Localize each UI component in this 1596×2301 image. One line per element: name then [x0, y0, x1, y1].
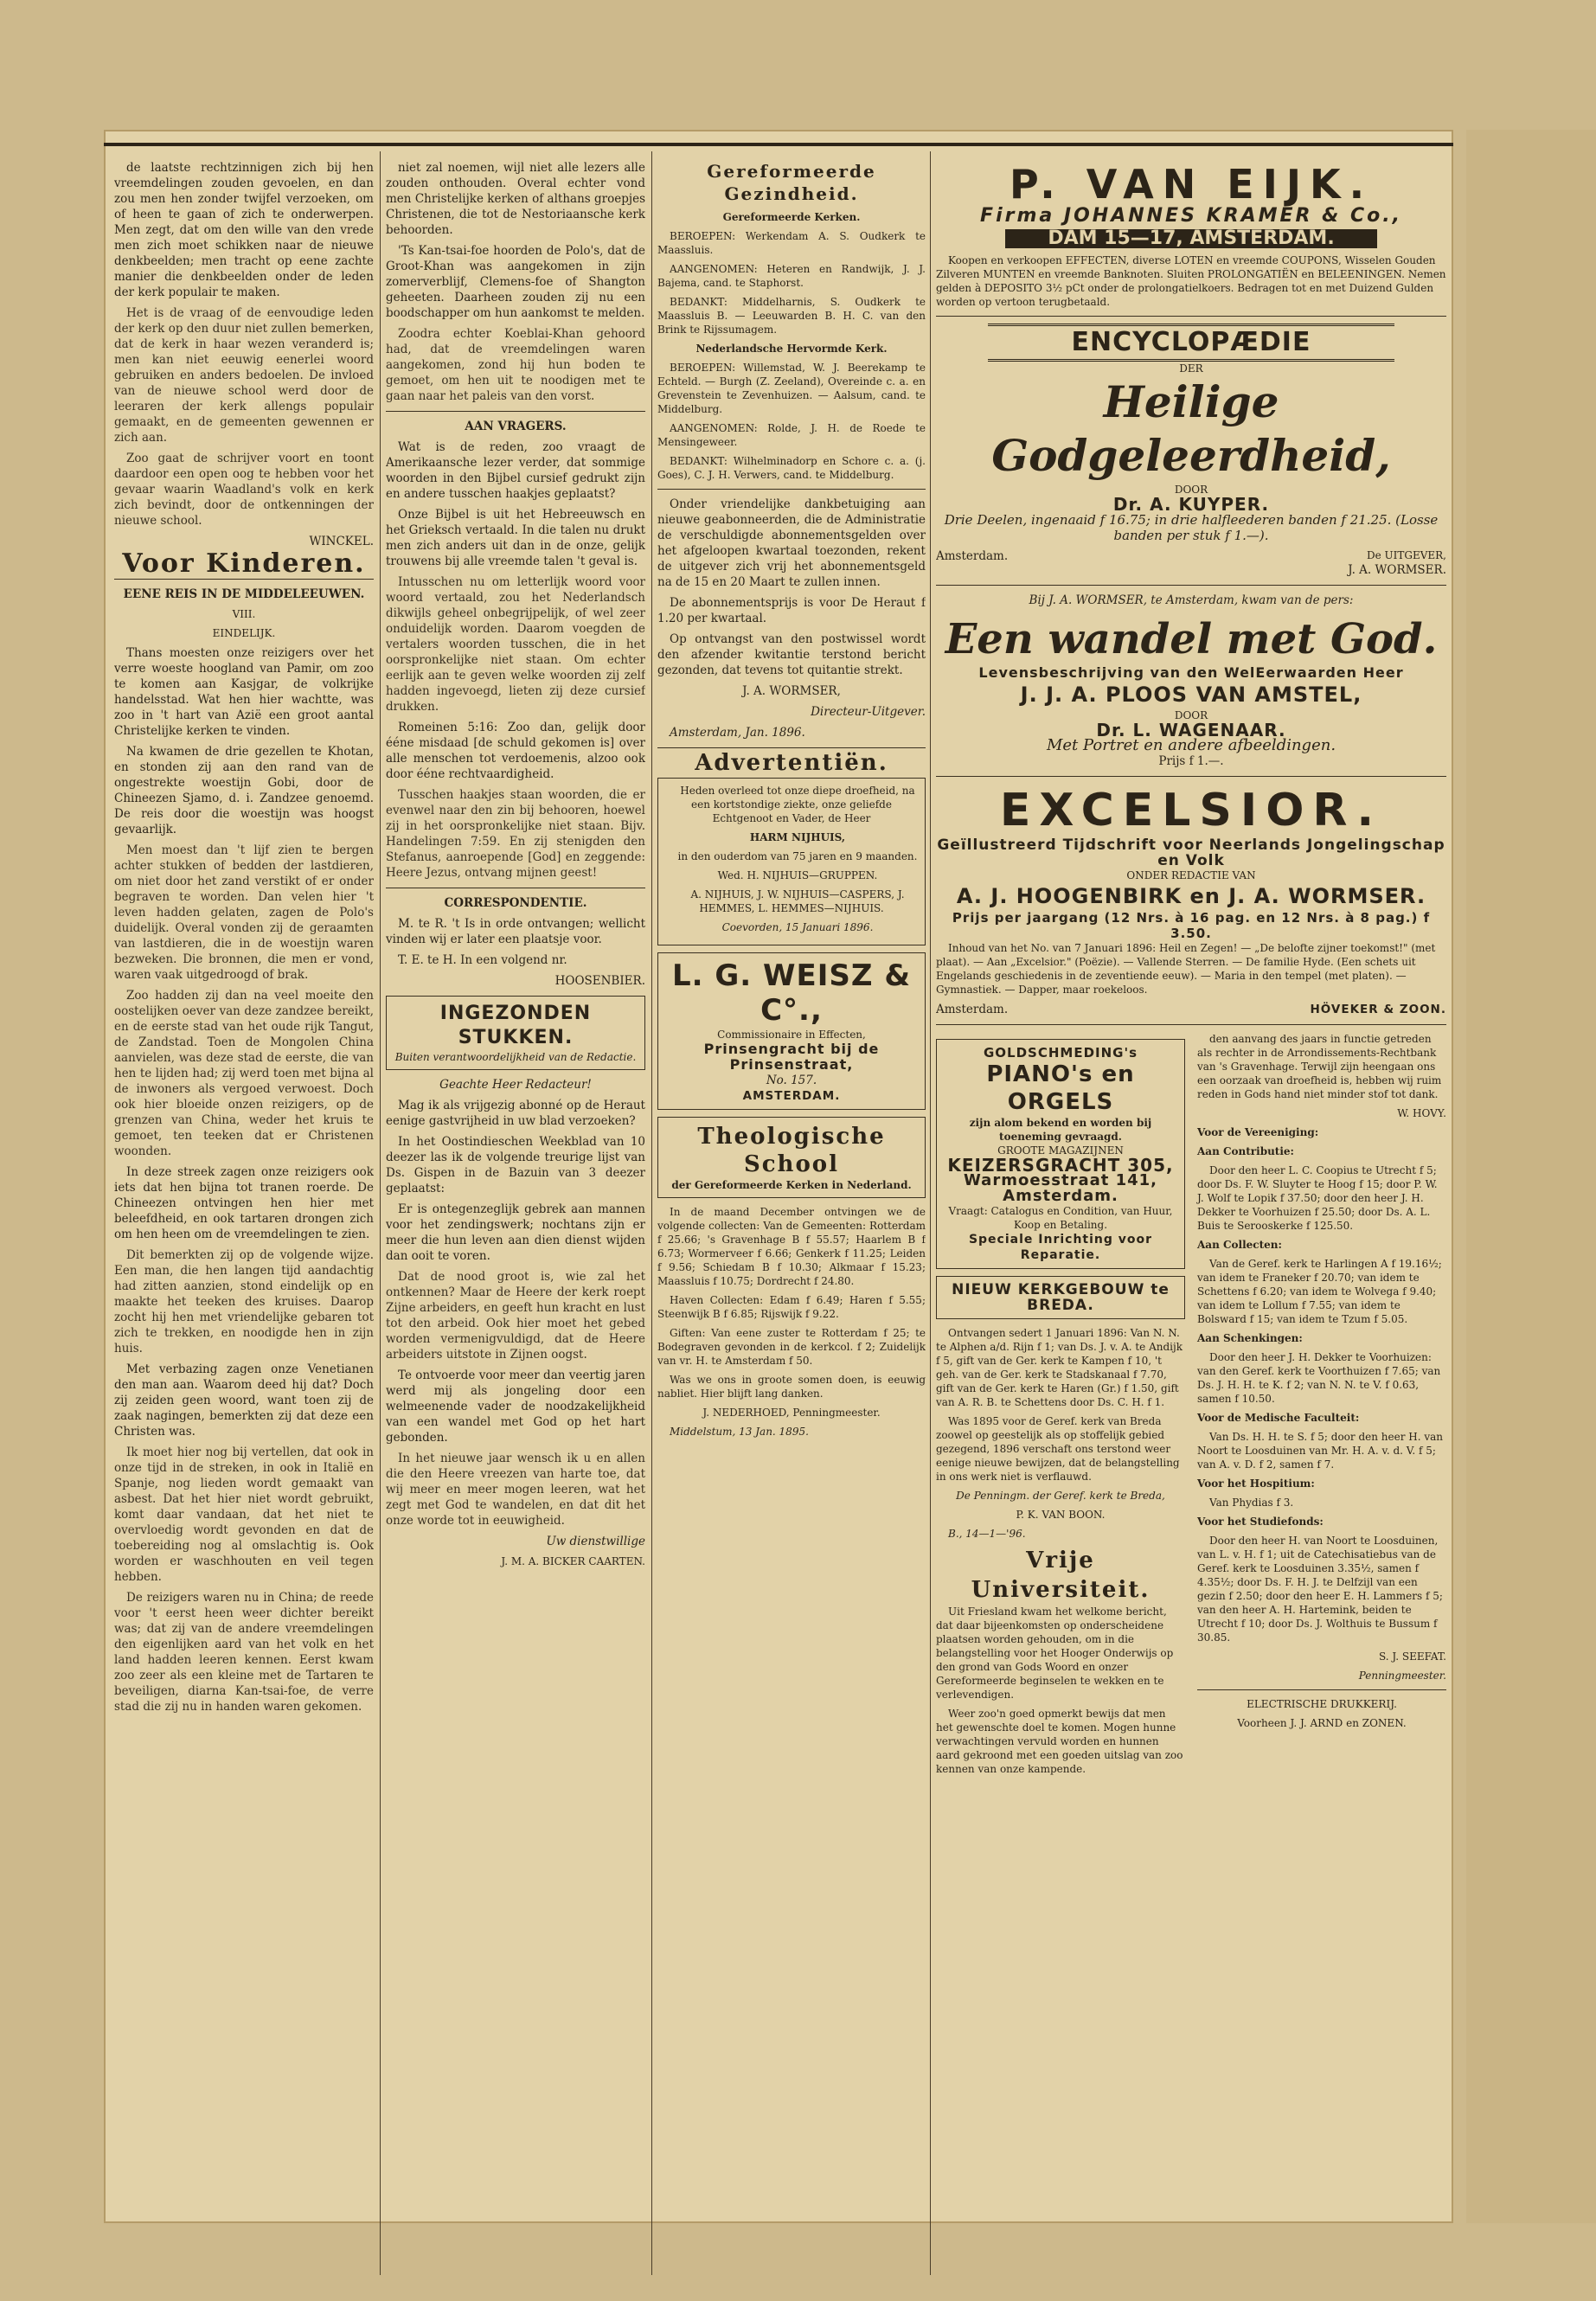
admin-notice: De abonnementsprijs is voor De Heraut f 1.20 per kwartaal.: [657, 596, 926, 625]
article-text: Zoodra echter Koeblai-Khan gehoord had, dat de vreemdelingen waren aangekomen, zond hij hun boden te gemoet, om hen uit te noodigen met te gaan naar het paleis van den vorst.: [386, 327, 645, 403]
school-title: Theologische School: [697, 1124, 886, 1177]
column-divider: [930, 151, 931, 2275]
article-text: Zoo hadden zij dan na veel moeite den oostelijken oever van deze zandzee bereikt, en de eerste stad van het oude rijk Tangut, de Zandstad. Toen de Mongolen China aanvielen, was deze stad de eerste, die van hen te lijden had; zij werd toen met bijna al de inwoners als vergoed verwoest. Doch ook hier bloeide onzen reizigers, op de grenzen van China, weder het kruis te gemoet, ten teeken dat er Christenen woonden.: [114, 989, 374, 1158]
subcolumn-right: [1197, 1032, 1446, 1781]
place-date: Amsterdam, Jan. 1896.: [670, 726, 805, 740]
wandel-door: DOOR: [1174, 709, 1208, 721]
firm-address: DAM 15—17, AMSTERDAM.: [1005, 229, 1377, 248]
notice-text: BEROEPEN: Willemstad, W. J. Beerekamp te Echteld. — Burgh (Z. Zeeland), Overeinde c. a. en Grevenstein te Zevenhuizen. — Aalsum, cand. te Middelburg.: [657, 362, 926, 415]
excelsior-publisher: HÖVEKER & ZOON.: [1310, 1003, 1446, 1016]
article-text: M. te R. 't Is in orde ontvangen; wellicht vinden wij er later een plaatsje voor.: [386, 917, 645, 946]
section-heading: Voor Kinderen.: [122, 548, 366, 579]
van-eijk-banner: P. VAN EIJK.: [1009, 161, 1374, 208]
excelsior-city: Amsterdam.: [936, 1003, 1009, 1016]
signature: HOOSENBIER.: [554, 974, 645, 988]
gift-heading: Voor het Studiefonds:: [1197, 1516, 1324, 1528]
encyclopaedie-publisher: J. A. WORMSER.: [1348, 563, 1446, 577]
gold-addr2: Warmoesstraat 141, Amsterdam.: [963, 1171, 1158, 1205]
weisz-address: Prinsengracht bij de Prinsenstraat,: [703, 1041, 880, 1073]
encyclopaedie-author: Dr. A. KUYPER.: [1112, 494, 1270, 515]
gift-heading: Aan Collecten:: [1197, 1239, 1282, 1251]
signer-role: Directeur-Uitgever.: [811, 705, 926, 719]
encyclopaedie-subtitle: Heilige Godgeleerdheid,: [991, 376, 1391, 481]
article-text: Onze Bijbel is uit het Hebreeuwsch en het Grieksch vertaald. In die talen nu drukt men zich anders uit dan in de onze, gelijk trouwens bij alle vreemde talen 't geval is.: [386, 508, 645, 568]
school-ad: [657, 1117, 926, 1198]
excelsior-title: EXCELSIOR.: [999, 785, 1383, 836]
breda-title: NIEUW KERKGEBOUW te BREDA.: [936, 1276, 1185, 1319]
vu-continued: den aanvang des jaars in functie getreden als rechter in de Arrondissements-Rechtbank van 's Gravenhage. Terwijl zijn heengaan ons een oorzaak van droefheid is, hebben wij ruim reden in Gods hand niet minder stof tot dank.: [1197, 1033, 1442, 1100]
admin-notice: Onder vriendelijke dankbetuiging aan nieuwe geabonneerden, die de Administratie de verschuldigde abonnementsgelden over het afgeloopen kwartaal toezonden, rekent de uitgever zich vrij het abonnementsgeld na de 15 en 20 Maart te zullen innen.: [657, 497, 926, 589]
masthead: Gereformeerde Gezindheid.: [707, 161, 876, 204]
gold-repair: Speciale Inrichting voor Reparatie.: [968, 1233, 1153, 1262]
excelsior-editors: A. J. HOOGENBIRK en J. A. WORMSER.: [956, 884, 1426, 908]
article-text: Ik moet hier nog bij vertellen, dat ook in onze tijd in de streken, in ook in Italië en Spanje, nog lieden wordt gemaakt van asbest. Dat het hier niet wordt gebruikt, komt daar vandaan, dat het niet te overvloedig wordt gevonden en dat de toebereiding nog al omslachtig is. Ook worden er waschhouten en veil tegen hebben.: [114, 1445, 374, 1584]
encyclopaedie-place: Amsterdam.: [936, 549, 1009, 563]
breda-place: De Penningm. der Geref. kerk te Breda,: [956, 1490, 1165, 1502]
breda-text: Ontvangen sedert 1 Januari 1896: Van N. N. te Alphen a/d. Rijn f 1; van Ds. J. v. A. te Andijk f 5, gift van de Ger. kerk te Kampen f 10, 't geh. van de Ger. kerk te Stadskanaal f 7.70, gift van de Ger. kerk te Haren (Gr.) f 1.50, gift van A. R. B. te Schettens door Ds. C. H. f 1.: [936, 1327, 1183, 1408]
article-text: Er is ontegenzeglijk gebrek aan mannen voor het zendingswerk; nochtans zijn er meer die hun leven aan dien dienst wijden dan ooit te voren.: [386, 1202, 645, 1263]
gold-title: PIANO's en ORGELS: [986, 1061, 1135, 1115]
school-text: Was we ons in groote somen doen, is eeuwig nabliet. Hier blijft lang danken.: [657, 1374, 926, 1400]
article-text: Intusschen nu om letterlijk woord voor woord vertaald, zou het Nederlandsch dikwijls geheel onbegrijpelijk, of wel zeer onduidelijk worden. Daarom voegden de vertalers woorden tusschen, die in het oorspronkelijke niet staan. Om echter eerlijk aan te geven welke woorden zij zelf hadden ingevoegd, lieten zij deze cursief drukken.: [386, 575, 645, 714]
notice-text: BEDANKT: Wilhelminadorp en Schore c. a. (j. Goes), C. J. H. Verwers, cand. te Middelburg.: [657, 455, 926, 481]
excelsior-subtitle: Geïllustreerd Tijdschrift voor Neerlands Jongelingschap en Volk: [937, 836, 1445, 869]
treasurer-role: Penningmeester.: [1358, 1670, 1446, 1682]
article-text: In het Oostindieschen Weekblad van 10 deezer las ik de volgende treurige lijst van Ds. Gispen in de Bazuin van 3 deezer geplaatst:: [386, 1135, 645, 1195]
firm-text: Koopen en verkoopen EFFECTEN, diverse LOTEN en vreemde COUPONS, Wisselen Gouden Zilveren MUNTEN en vreemde Banknoten. Sluiten PROLONGATIËN en BELEENINGEN. Nemen gelden à DEPOSITO 3½ pCt onder de prolongatielkoers. Bedragen tot en met Duizend Gulden worden op vertoon terugbetaald.: [936, 254, 1446, 308]
section-heading: CORRESPONDENTIE.: [444, 896, 587, 910]
subcolumn-left: [936, 1032, 1185, 1781]
breda-text: Was 1895 voor de Geref. kerk van Breda zoowel op geestelijk als op stoffelijk gebied gezegend, 1896 verschaft ons terstond weer eenige nieuwe bewijzen, dat de belangstelling in ons werk niet is verflauwd.: [936, 1415, 1180, 1483]
gold-addr1: KEIZERSGRACHT 305,: [947, 1155, 1174, 1176]
death-name: HARM NIJHUIS,: [749, 831, 846, 843]
vu-text: Weer zoo'n goed opmerkt bewijs dat men het gewenschte doel te komen. Mogen hunne verwachtingen vervuld worden en hunnen aard gekroond met een goeden uitslag van zoo kennen van onze kampende.: [936, 1708, 1183, 1775]
letter-name: J. M. A. BICKER CAARTEN.: [501, 1555, 645, 1567]
article-text: Dat de nood groot is, wie zal het ontkennen? Maar de Heere der kerk roept Zijne arbeiders, en geeft hun kracht en lust tot den arbeid. Ook hier moet het gebed worden vermenigvuldigd, dat de Heere arbeiders uitstote in Zijnen oogst.: [386, 1270, 645, 1362]
vu-sign: W. HOVY.: [1397, 1107, 1446, 1119]
column-3: [657, 160, 926, 2266]
column-1: [114, 160, 374, 2266]
gift-text: Van Ds. H. H. te S. f 5; door den heer H. van Noort te Loosduinen van Mr. H. A. v. d. V. f 5; van A. v. D. f 2, samen f 7.: [1197, 1431, 1444, 1471]
article-text: T. E. te H. In een volgend nr.: [398, 953, 567, 967]
encyclopaedie-publisher-label: De UITGEVER,: [1366, 549, 1446, 561]
encyclopaedie-door: DOOR: [1174, 484, 1208, 496]
gift-heading: Voor het Hospitium:: [1197, 1477, 1315, 1490]
section-heading: AAN VRAGERS.: [465, 420, 567, 433]
subheading: Nederlandsche Hervormde Kerk.: [695, 343, 888, 355]
subheading: Gereformeerde Kerken.: [722, 211, 861, 223]
death-place: Coevorden, 15 Januari 1896.: [721, 921, 874, 933]
breda-sign: P. K. VAN BOON.: [1016, 1509, 1106, 1521]
notice-text: BEROEPEN: Werkendam A. S. Oudkerk te Maassluis.: [657, 230, 926, 256]
notice-text: AANGENOMEN: Heteren en Randwijk, J. J. Bajema, cand. te Staphorst.: [657, 263, 926, 289]
story-title: EENE REIS IN DE MIDDELEEUWEN.: [123, 587, 365, 601]
wandel-intro: Bij J. A. WORMSER, te Amsterdam, kwam van de pers:: [1029, 593, 1354, 607]
gift-text: Van de Geref. kerk te Harlingen A f 19.16½; van idem te Franeker f 20.70; van idem te Schettens f 6.20; van idem te Wolvega f 9.40; van idem te Lollum f 7.55; van idem te Bolsward f 15; van idem te Tzum f 5.05.: [1197, 1258, 1442, 1325]
notice-text: BEDANKT: Middelharnis, S. Oudkerk te Maassluis B. — Leeuwarden B. H. C. van den Brink te Rijssumagem.: [657, 296, 926, 336]
story-part: VIII.: [232, 608, 256, 620]
breda-date: B., 14—1—'96.: [948, 1528, 1026, 1540]
gift-text: Van Phydias f 3.: [1209, 1497, 1294, 1509]
weisz-city: AMSTERDAM.: [742, 1089, 841, 1103]
printer-sub: Voorheen J. J. ARND en ZONEN.: [1237, 1717, 1407, 1729]
admin-notice: Op ontvangst van den postwissel wordt den afzender kwitantie terstond bericht gezonden, dat tevens tot quitantie strekt.: [657, 632, 926, 677]
article-text: Na kwamen de drie gezellen te Khotan, en stonden zij aan den rand van de ongestrekte woestijn Gobi, door de Chineezen Sjamo, d. i. Zandzee genoemd. De reis door die woestijn was hoogst gevaarlijk.: [114, 745, 374, 836]
excelsior-red: ONDER REDACTIE VAN: [1126, 869, 1256, 881]
gift-text: Door den heer J. H. Dekker te Voorhuizen: van den Geref. kerk te Voorthuizen f 7.65; van Ds. J. H. H. te K. f 2; van N. N. te V. f 0.63, samen f 10.50.: [1197, 1351, 1441, 1405]
notice-text: AANGENOMEN: Rolde, J. H. de Roede te Mensingeweer.: [657, 422, 926, 448]
death-notice: [657, 778, 926, 945]
school-text: Haven Collecten: Edam f 6.49; Haren f 5.55; Steenwijk B f 6.85; Rijswijk f 9.22.: [657, 1294, 926, 1320]
top-rule: [104, 143, 1453, 146]
excelsior-price: Prijs per jaargang (12 Nrs. à 16 pag. en 12 Nrs. à 8 pag.) f 3.50.: [952, 910, 1431, 941]
school-date: Middelstum, 13 Jan. 1895.: [670, 1426, 809, 1438]
weisz-name: L. G. WEISZ & C°.,: [671, 958, 912, 1028]
encyclopaedie-der: DER: [1179, 362, 1203, 375]
story-subtitle: EINDELIJK.: [212, 627, 276, 639]
advertisements-heading: Advertentiën.: [695, 750, 888, 776]
article-text: De reizigers waren nu in China; de reede voor 't eerst heen weer dichter bereikt was; dat zij van de andere vreemdelingen den eigenlijken aard van het volk en het land hadden leeren kennen. Eerst kwam zoo zeer als een kleine met de Tartaren te beveiligen, diarna Kan-tsai-foe, de verre stad die zij nu in handen waren gekomen.: [114, 1591, 374, 1714]
wandel-name: J. J. A. PLOOS VAN AMSTEL,: [1020, 683, 1362, 707]
article-text: de laatste rechtzinnigen zich bij hen vreemdelingen zouden gevoelen, en dan zou men hen zonder twijfel verzoeken, om of heen te gaan of zich te onderwerpen. Men zegt, dat om den wille van den vrede men zich moet schikken naar de nieuwe denkbeelden; men tracht op eene zachte manier die denkbeelden onder de leden der kerk populair te maken.: [114, 161, 374, 299]
article-text: Met verbazing zagen onze Venetianen den man aan. Waarom deed hij dat? Doch zij zeiden geen woord, want toen zij de zaak nagingen, bemerkten zij dat deze een Christen was.: [114, 1362, 374, 1439]
column-4: [936, 160, 1446, 2266]
gift-text: Door den heer L. C. Coopius te Utrecht f 5; door Ds. F. W. Sluyter te Hoog f 15; door P. W. J. Wolf te Lopik f 37.50; door den heer J. H. Dekker te Voorhuizen f 25.50; door Ds. A. L. Buis te Serooskerke f 125.50.: [1197, 1164, 1438, 1232]
gift-heading: Aan Schenkingen:: [1197, 1332, 1303, 1344]
gift-heading: Voor de Medische Faculteit:: [1197, 1412, 1360, 1424]
article-text: Wat is de reden, zoo vraagt de Amerikaansche lezer verder, dat sommige woorden in den Bijbel cursief gedrukt zijn en andere tusschen haakjes geplaatst?: [386, 440, 645, 501]
weisz-number: No. 157.: [766, 1074, 817, 1087]
wandel-subtitle: Levensbeschrijving van den WelEerwaarden Heer: [978, 664, 1404, 681]
gold-catalogue: Vraagt: Catalogus en Condition, van Huur, Koop en Betaling.: [948, 1205, 1173, 1231]
vu-text: Uit Friesland kwam het welkome bericht, dat daar bijeenkomsten op onderscheidene plaatsen worden gehouden, om in die belangstelling voor het Hooger Onderwijs op den grond van Gods Woord en onzer Gereformeerde beginselen te wekken en te verlevendigen.: [936, 1606, 1174, 1701]
box-subtitle: Buiten verantwoordelijkheid van de Redactie.: [394, 1051, 637, 1063]
weisz-role: Commissionaire in Effecten,: [717, 1029, 866, 1041]
article-text: In deze streek zagen onze reizigers ook iets dat hen bijna tot tranen roerde. De Chineezen ontvingen hen hier met beleefdheid, en ook tartaren drongen zich om hen heen om de vreemdelingen te zien.: [114, 1165, 374, 1241]
wandel-price: Prijs f 1.—.: [1158, 754, 1224, 768]
article-text: Men moest dan 't lijf zien te bergen achter stukken of bedden der lastdieren, om niet door het zand verstikt of er onder begraven te worden. Dan velen hier 't leven hadden gelaten, zagen de Polo's duidelijk. Overal vonden zij de geraamten van lastdieren, die in de woestijn waren bezweken. Die bronnen, die men er vond, waren vaak uitgedroogd of brak.: [114, 843, 374, 982]
column-divider: [651, 151, 652, 2275]
article-text: In het nieuwe jaar wensch ik u en allen die den Heere vreezen van harte toe, dat wij meer en meer mogen leeren, wat het zegt met God te wandelen, en dat dit het onze worde tot in eeuwigheid.: [386, 1452, 645, 1528]
article-text: Te ontvoerde voor meer dan veertig jaren werd mij als jongeling door een welmeenende vader de noodzakelijkheid van een wandel met God op het hart gebonden.: [386, 1368, 645, 1445]
gold-text: zijn alom bekend en worden bij toeneming gevraagd.: [969, 1117, 1152, 1143]
gift-heading: Voor de Vereeniging:: [1197, 1126, 1319, 1138]
wandel-title: Een wandel met God.: [945, 615, 1438, 663]
article-text: Thans moesten onze reizigers over het verre woeste hoogland van Pamir, om zoo te komen aan Kasjgar, de volkrijke handelsstad. Wat hen hier wachtte, was zoo in 't hart van Azië een groot aantal Christelijke kerken te vinden.: [114, 646, 374, 738]
death-children: A. NIJHUIS, J. W. NIJHUIS—CASPERS, J. HEMMES, L. HEMMES—NIJHUIS.: [690, 888, 905, 914]
column-2: [386, 160, 645, 2266]
gift-text: Door den heer H. van Noort te Loosduinen, van L. v. H. f 1; uit de Catechisatiebus van de Geref. kerk te Loosduinen 3.35½, samen f 4.35½; door Ds. F. H. J. te Delfzijl van een gezin f 2.50; door den heer E. H. Lammers f 5; van den heer A. H. Hartemink, beiden te Utrecht f 10; door Ds. J. Wolthuis te Bussum f 30.85.: [1197, 1535, 1443, 1644]
letter-salutation: Geachte Heer Redacteur!: [439, 1078, 592, 1092]
excelsior-content: Inhoud van het No. van 7 Januari 1896: Heil en Zegen! — „De belofte zijner toekomst!" (met plaat). — Aan „Excelsior." (Poëzie). — Vallende Sterren. — De familie Hyde. (Een schets uit Engelands geschiedenis in de zeventiende eeuw). — Maria in den tempel (met platen). — Gymnastiek. — Dapper, maar roekeloos.: [936, 942, 1436, 996]
school-text: In de maand December ontvingen we de volgende collecten: Van de Gemeenten: Rotterdam f 25.66; 's Gravenhage B f 55.57; Haarlem B f 6.73; Wormerveer f 6.66; Genkerk f 11.25; Leiden f 9.56; Schiedam B f 10.30; Alkmaar f 15.23; Maassluis f 10.75; Dordrecht f 24.80.: [657, 1206, 926, 1287]
signer: J. A. WORMSER,: [742, 684, 841, 698]
printer: ELECTRISCHE DRUKKERIJ.: [1247, 1698, 1397, 1710]
article-text: 'Ts Kan-tsai-foe hoorden de Polo's, dat de Groot-Khan was aangekomen in zijn zomerverblijf, Clemens-foe of Shangton geheeten. Daarheen zouden zij nu een boodschapper om hun aankomst te melden.: [386, 244, 645, 320]
death-age: in den ouderdom van 75 jaren en 9 maanden.: [677, 850, 918, 862]
wandel-extra: Met Portret en andere afbeeldingen.: [1046, 736, 1336, 754]
gold-name: GOLDSCHMEDING's: [983, 1045, 1138, 1061]
article-text: Tusschen haakjes staan woorden, die er evenwel naar den zin bij behooren, hoewel zij in het oorspronkelijke niet staan. Bijv. Handelingen 7:59. En zij stenigden den Stefanus, aanroepende [God] en zeggende: Heere Jezus, ontvang mijnen geest!: [386, 788, 645, 880]
adjacent-page-edge: [1466, 130, 1596, 2223]
article-text: niet zal noemen, wijl niet alle lezers alle zouden onthouden. Overal echter vond men Christelijke kerken of althans groepjes Christenen, die tot de Nestoriaansche kerk behoorden.: [386, 161, 645, 237]
school-subtitle: der Gereformeerde Kerken in Nederland.: [671, 1179, 912, 1191]
vu-title: Vrije Universiteit.: [971, 1548, 1151, 1603]
treasurer-name: S. J. SEEFAT.: [1378, 1650, 1446, 1663]
encyclopaedie-text: Drie Deelen, ingenaaid f 16.75; in drie halfleederen banden f 21.25. (Losse banden per stuk f 1.—).: [944, 512, 1439, 543]
article-text: Dit bemerkten zij op de volgende wijze. Een man, die hen langen tijd aandachtig had zitten aanzien, stond eindelijk op en maakte het teeken des kruises. Daarop zocht hij hen met vriendelijke gebaren tot zich te trekken, en noodigde hen in zijn huis.: [114, 1248, 374, 1356]
death-text: Heden overleed tot onze diepe droefheid, na een kortstondige ziekte, onze geliefde Echtgenoot en Vader, de Heer: [680, 785, 915, 824]
signature: WINCKEL.: [309, 535, 374, 548]
wandel-author: Dr. L. WAGENAAR.: [1096, 720, 1286, 740]
school-text: Giften: Van eene zuster te Rotterdam f 25; te Bodegraven gevonden in de kerkcol. f 2; Zuidelijk van vr. H. te Amsterdam f 50.: [657, 1327, 926, 1367]
box-title: INGEZONDEN STUKKEN.: [439, 1003, 592, 1048]
firm-name: Firma JOHANNES KRAMER & Co.,: [980, 205, 1402, 227]
letter-close: Uw dienstwillige: [546, 1535, 645, 1548]
article-text: Zoo gaat de schrijver voort en toont daardoor een open oog te hebben voor het gevaar waarin Waadland's volk en kerk zich bevindt, door de ontkenningen der nieuwe school.: [114, 452, 374, 528]
school-sign: J. NEDERHOED, Penningmeester.: [702, 1407, 881, 1419]
article-text: Mag ik als vrijgezig abonné op de Heraut eenige gastvrijheid in uw blad verzoeken?: [386, 1099, 645, 1128]
encyclopaedie-title: ENCYCLOPÆDIE: [988, 324, 1394, 362]
column-divider: [380, 151, 381, 2275]
death-family: Wed. H. NIJHUIS—GRUPPEN.: [717, 869, 878, 881]
article-text: Romeinen 5:16: Zoo dan, gelijk door ééne misdaad [de schuld gekomen is] over alle menschen tot verdoemenis, alzoo ook door ééne rechtvaardigheid.: [386, 721, 645, 781]
gift-heading: Aan Contributie:: [1197, 1145, 1294, 1157]
gold-mag: GROOTE MAGAZIJNEN: [997, 1144, 1124, 1157]
goldschmeding-ad: [936, 1039, 1185, 1269]
weisz-ad: [657, 952, 926, 1110]
article-text: Het is de vraag of de eenvoudige leden der kerk op den duur niet zullen bemerken, dat de kerk in haar wezen veranderd is; men kan niet eeuwig eenerlei woord gebruiken en anders bedoelen. De invloed van de nieuwe school werd door de leeraren der kerk allengs populair gemaakt, en de gemeenten gewennen er zich aan.: [114, 306, 374, 445]
